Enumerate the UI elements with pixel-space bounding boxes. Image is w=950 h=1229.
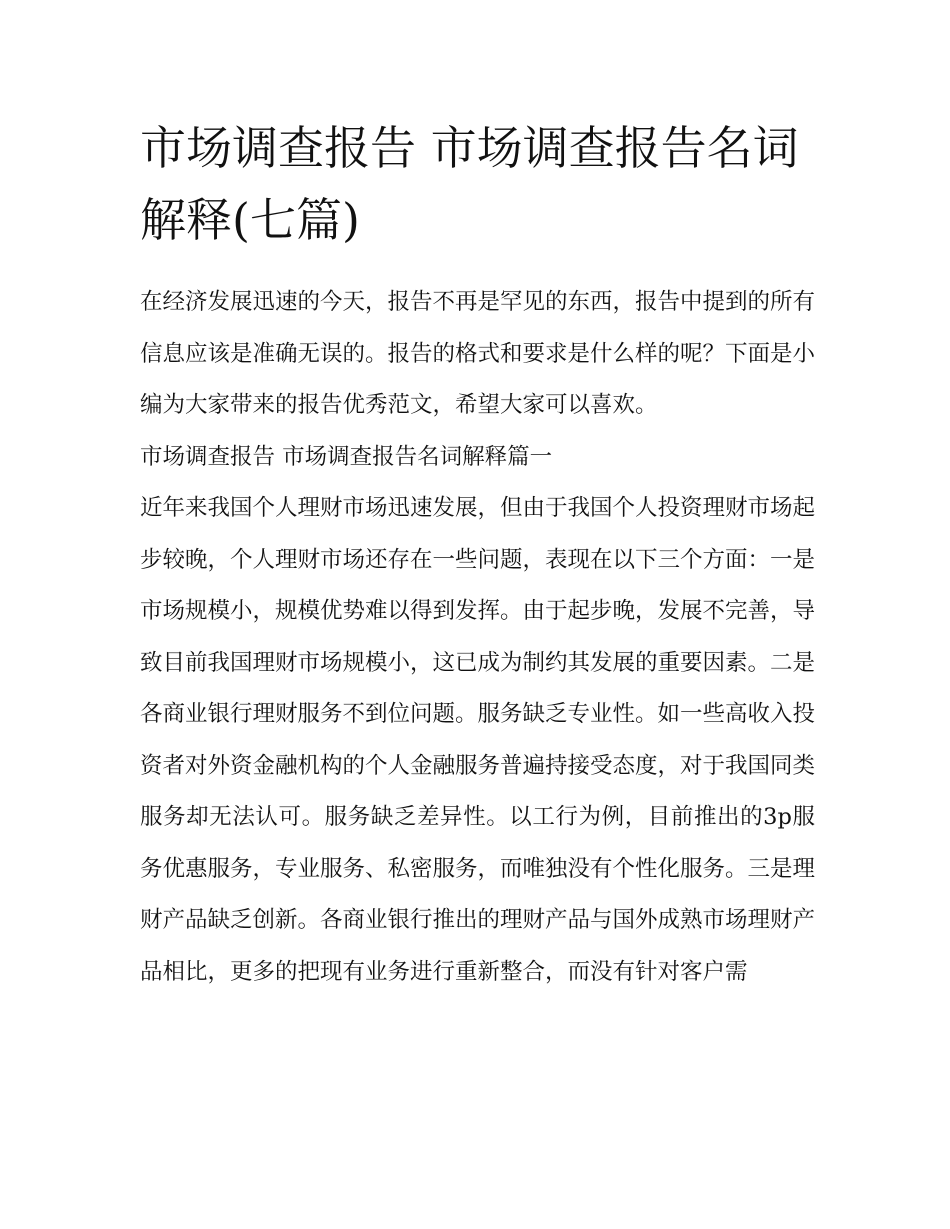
body-paragraph: 近年来我国个人理财市场迅速发展，但由于我国个人投资理财市场起步较晚，个人理财市场还存在一些问题，表现在以下三个方面：一是市场规模小，规模优势难以得到发挥。由于起步晚，发展不完善，导致目前我国理财市场规模小，这已成为制约其发展的重要因素。二是各商业银行理财服务不到位问题。服务缺乏专业性。如一些高收入投资者对外资金融机构的个人金融服务普遍持接受态度，对于我国同类服务却无法认可。服务缺乏差异性。以工行为例，目前推出的3p服务优惠服务，专业服务、私密服务，而唯独没有个性化服务。三是理财产品缺乏创新。各商业银行推出的理财产品与国外成熟市场理财产品相比，更多的把现有业务进行重新整合，而没有针对客户需 [140, 495, 816, 985]
document-content [140, 277, 815, 998]
intro-paragraph: 在经济发展迅速的今天，报告不再是罕见的东西，报告中提到的所有信息应该是准确无误的。报告的格式和要求是什么样的呢？下面是小编为大家带来的报告优秀范文，希望大家可以喜欢。 [140, 289, 816, 418]
section-heading: 市场调查报告 市场调查报告名词解释篇一 [140, 443, 553, 470]
document-title: 市场调查报告 市场调查报告名词解释(七篇) [140, 121, 799, 247]
